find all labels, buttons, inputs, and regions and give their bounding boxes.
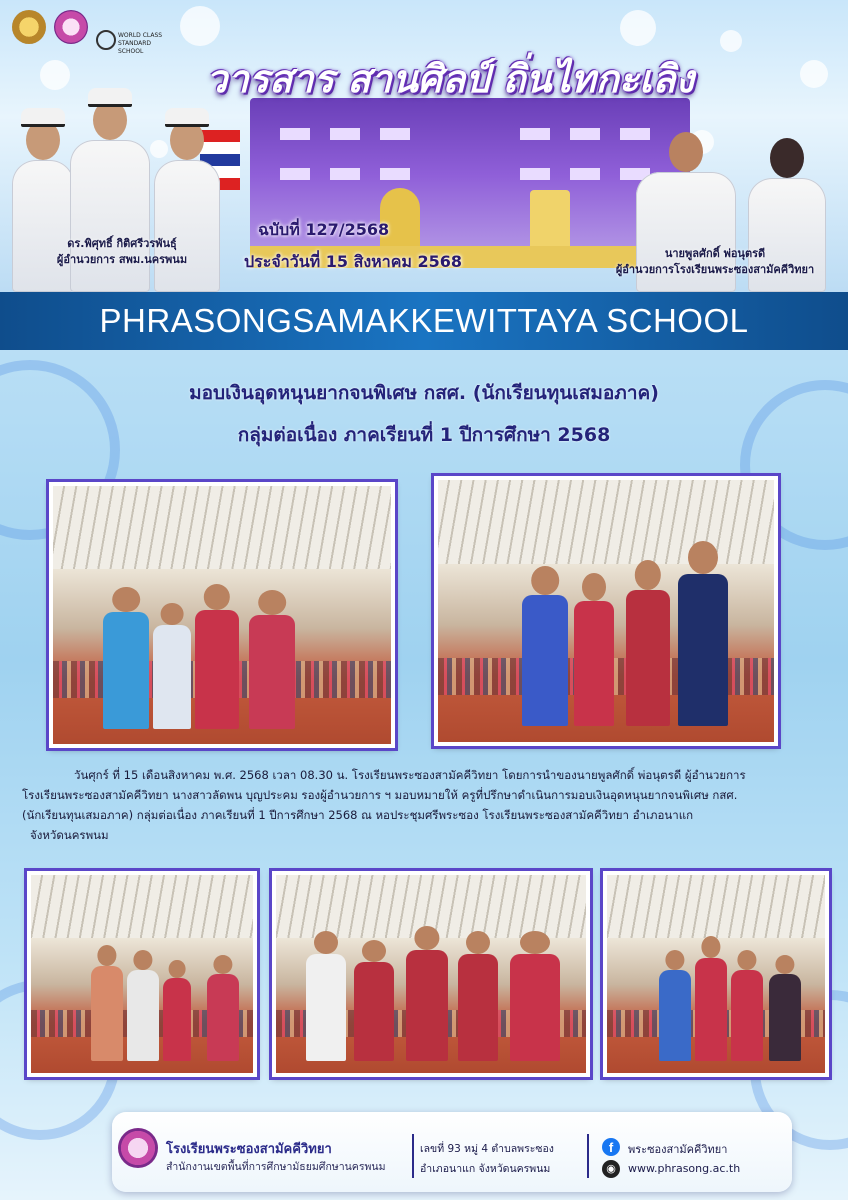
right-official-name: นายพูลศักดิ์ พ่อนุตรดี <box>664 247 766 260</box>
event-photo <box>272 871 590 1077</box>
facebook-icon: f <box>602 1138 620 1156</box>
article-line: วันศุกร์ ที่ 15 เดือนสิงหาคม พ.ศ. 2568 เวลา 08.30 น. โรงเรียนพระซองสามัคคีวิทยา โดยการนำของนายพูลศักดิ์ พ่อนุตรดี ผู้อำนวยการ <box>74 768 746 782</box>
official-photo-left <box>12 160 74 292</box>
headline-line-2: กลุ่มต่อเนื่อง ภาคเรียนที่ 1 ปีการศึกษา 2568 <box>237 424 611 446</box>
event-photo <box>27 871 257 1077</box>
article-line: (นักเรียนทุนเสมอภาค) กลุ่มต่อเนื่อง ภาคเรียนที่ 1 ปีการศึกษา 2568 ณ หอประชุมศรีพระซอง โรงเรียนพระซองสามัคคีวิทยา อำเภอนาแก <box>22 808 694 822</box>
official-photo-left <box>70 140 150 292</box>
article-line: โรงเรียนพระซองสามัคคีวิทยา นางสาวลัดพน บุญประคม รองผู้อำนวยการ ฯ มอบหมายให้ ครูที่ปรึกษาดำเนินการมอบเงินอุดหนุนยากจนพิเศษ กสศ. <box>22 788 738 802</box>
right-official-position: ผู้อำนวยการโรงเรียนพระซองสามัคคีวิทยา <box>615 263 815 276</box>
journal-title: วารสาร สานศิลป์ ถิ่นไทกะเลิง <box>206 56 694 101</box>
right-official-caption <box>590 246 840 278</box>
school-seal-icon <box>54 10 88 44</box>
school-banner-text: PHRASONGSAMAKKEWITTAYA SCHOOL <box>99 302 749 339</box>
globe-icon: ◉ <box>602 1160 620 1178</box>
issue-date: ประจำวันที่ 15 สิงหาคม 2568 <box>244 252 463 271</box>
issue-number: ฉบับที่ 127/2568 <box>258 220 390 239</box>
school-seal-icon <box>118 1128 158 1168</box>
event-photo <box>603 871 829 1077</box>
footer-school-name: โรงเรียนพระซองสามัคคีวิทยา <box>166 1142 332 1157</box>
event-photo <box>434 476 778 746</box>
footer-divider <box>412 1134 414 1178</box>
headline-line-1: มอบเงินอุดหนุนยากจนพิเศษ กสศ. (นักเรียนทุนเสมอภาค) <box>189 382 659 404</box>
article-line: จังหวัดนครพนม <box>30 828 109 842</box>
left-official-position: ผู้อำนวยการ สพม.นครพนม <box>56 253 188 266</box>
article-body <box>22 765 828 845</box>
footer-address-line-2: อำเภอนาแก จังหวัดนครพนม <box>420 1163 551 1175</box>
website-link[interactable]: www.phrasong.ac.th <box>628 1162 741 1175</box>
world-class-label: WORLD CLASS STANDARD SCHOOL <box>118 32 163 55</box>
footer-address-line-1: เลขที่ 93 หมู่ 4 ตำบลพระซอง <box>420 1143 554 1155</box>
event-photo <box>49 482 395 748</box>
left-official-name: ดร.พิศุทธิ์ กิติศรีวรพันธุ์ <box>67 237 177 250</box>
ministry-seal-icon <box>12 10 46 44</box>
footer-office-name: สำนักงานเขตพื้นที่การศึกษามัธยมศึกษานครพนม <box>166 1161 386 1173</box>
official-photo-left <box>154 160 220 292</box>
footer-divider <box>587 1134 589 1178</box>
facebook-page-link[interactable]: พระซองสามัคคีวิทยา <box>628 1143 728 1156</box>
left-official-caption <box>12 236 232 268</box>
